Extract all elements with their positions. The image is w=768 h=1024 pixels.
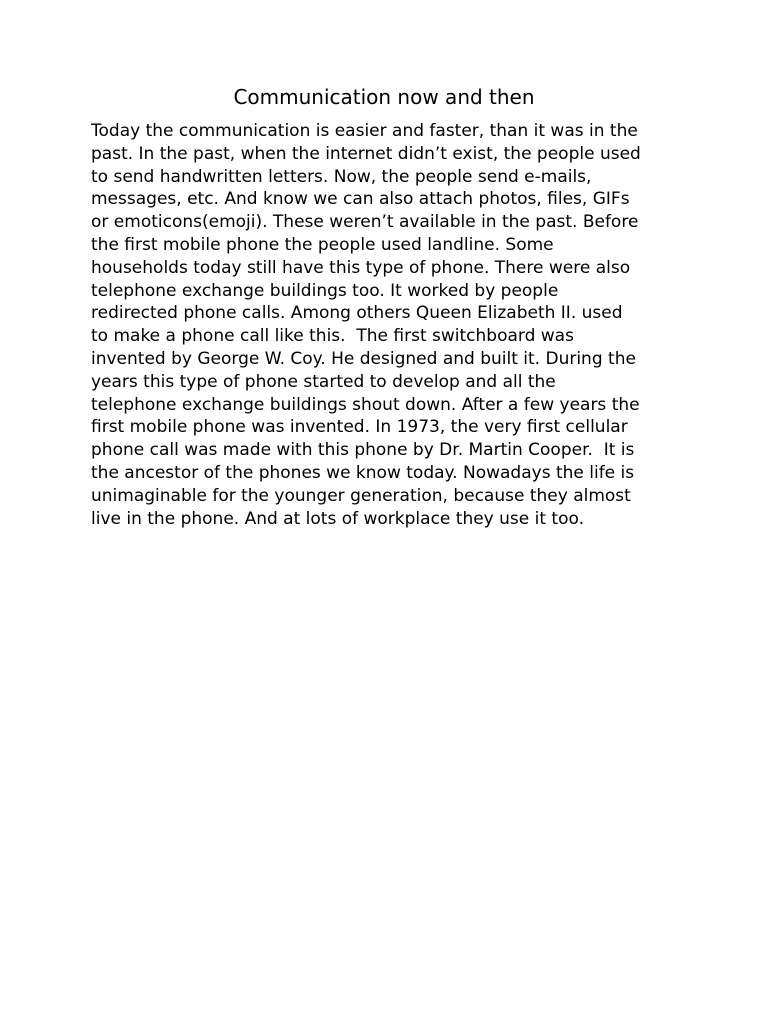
- paragraph-line: live in the phone. And at lots of workplace they use it too.: [91, 508, 585, 529]
- paragraph-line: telephone exchange buildings too. It worked by people: [91, 280, 559, 301]
- paragraph-line: Today the communication is easier and faster, than it was in the: [91, 121, 638, 141]
- paragraph-line: the first mobile phone the people used landline. Some: [91, 234, 554, 255]
- document-title: Communication now and then: [233, 85, 535, 109]
- paragraph-line: phone call was made with this phone by Dr. Martin Cooper. It is: [91, 440, 635, 461]
- paragraph-line: unimaginable for the younger generation, because they almost: [91, 485, 631, 506]
- paragraph-line: households today still have this type of phone. There were also: [91, 257, 631, 278]
- paragraph-line: years this type of phone started to develop and all the: [91, 371, 556, 392]
- paragraph-line: messages, etc. And know we can also attach photos, files, GIFs: [91, 189, 630, 210]
- paragraph-line: invented by George W. Coy. He designed and built it. During the: [91, 348, 636, 369]
- paragraph-line: past. In the past, when the internet didn’t exist, the people used: [91, 143, 641, 164]
- body-paragraph: [91, 120, 691, 530]
- paragraph-line: to send handwritten letters. Now, the people send e-mails,: [91, 166, 592, 187]
- paragraph-line: telephone exchange buildings shout down. After a few years the: [91, 394, 640, 415]
- paragraph-line: first mobile phone was invented. In 1973, the very first cellular: [91, 417, 628, 438]
- paragraph-line: to make a phone call like this. The first switchboard was: [91, 326, 574, 347]
- paragraph-line: the ancestor of the phones we know today. Nowadays the life is: [91, 462, 635, 483]
- paragraph-line: redirected phone calls. Among others Queen Elizabeth II. used: [91, 303, 623, 324]
- paragraph-line: or emoticons(emoji). These weren’t available in the past. Before: [91, 212, 639, 233]
